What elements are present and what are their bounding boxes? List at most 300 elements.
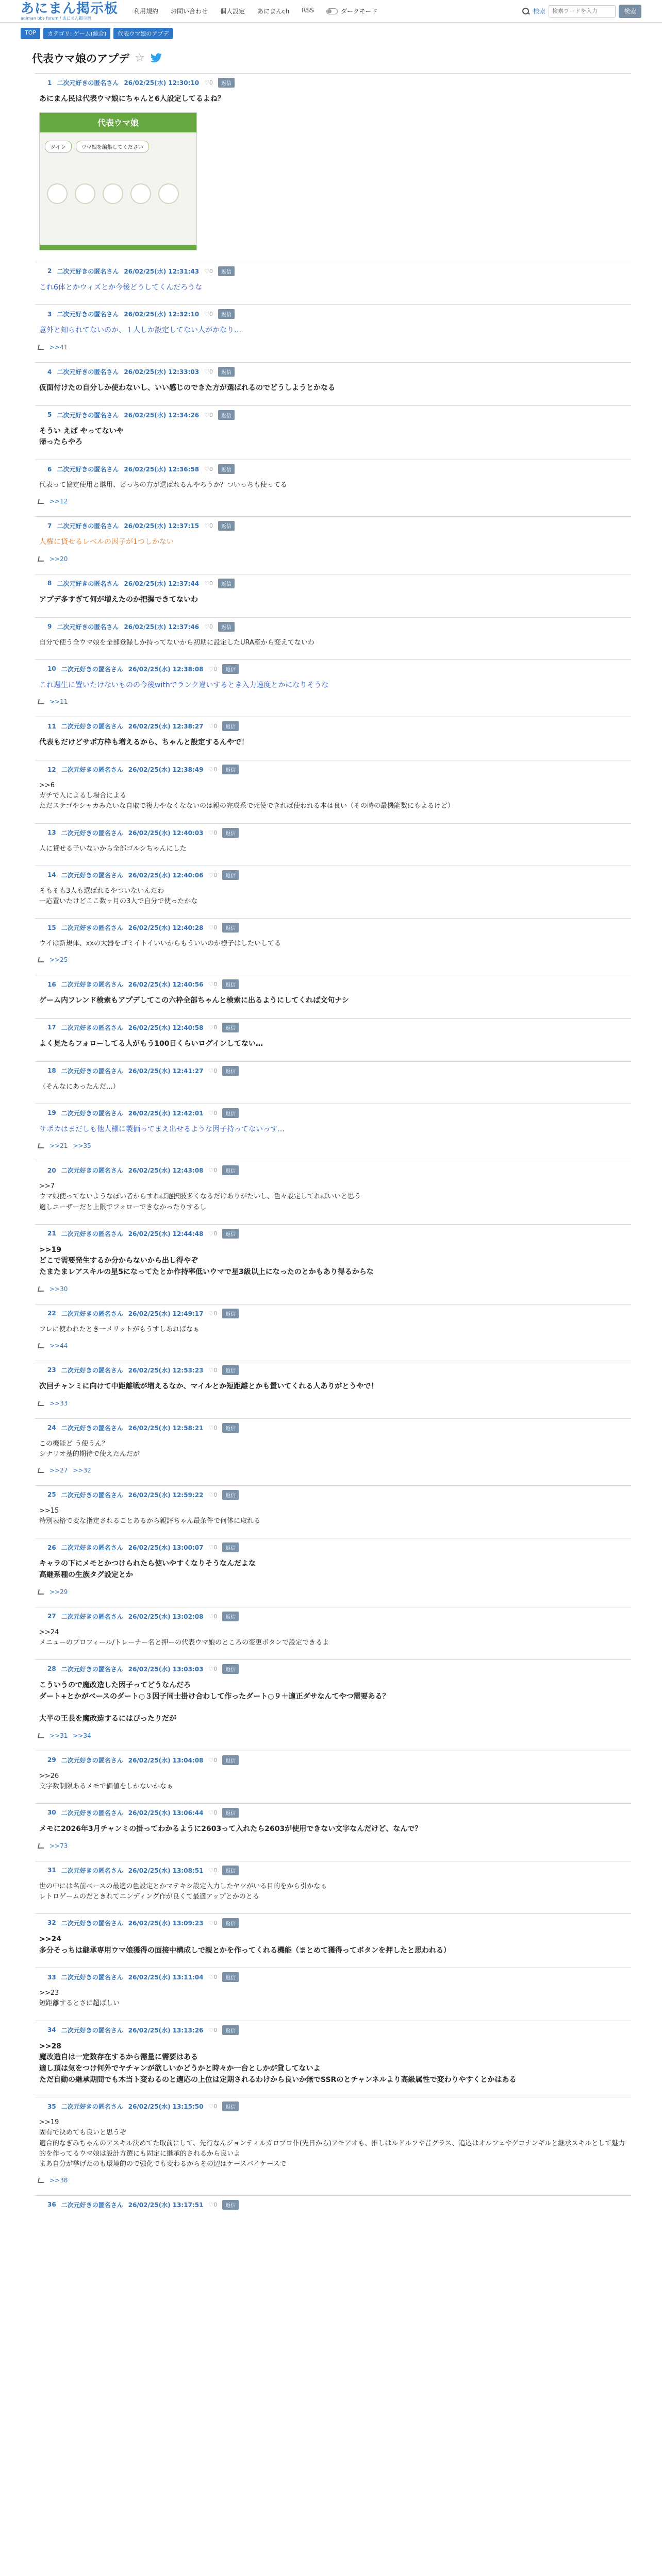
image-header: 代表ウマ娘 [40,113,196,132]
like-counter[interactable] [208,1920,217,1926]
heart-icon[interactable]: ♡ [208,1109,214,1116]
poster-name: 二次元好きの匿名さん [61,2201,123,2209]
post-number[interactable]: 32 [47,1919,56,1927]
reply-button[interactable]: 返信 [222,2025,239,2035]
heart-icon[interactable]: ♡ [208,723,214,730]
like-counter[interactable] [204,412,213,418]
post-body: >>19 どこで需要発生するか分からないから出し得やぞ たまたまレアスキルの星5になってたとか作持率低いウマで星3級以上になったのとかもあり得るからな [39,1245,374,1277]
nav-settings[interactable]: 個人設定 [220,8,245,15]
post-timestamp: 26/02/25(水) 12:38:08 [128,665,204,673]
heart-icon[interactable]: ♡ [208,1366,214,1374]
like-counter[interactable] [208,1067,217,1074]
heart-icon[interactable]: ♡ [208,1067,214,1074]
reply-link[interactable]: >>30 [49,1285,68,1293]
post-body: 代表って協定使用と継用、どっちの方が選ばれるんやろうか？ついっちも使ってる [39,481,287,489]
reply-links [35,1467,631,1474]
post-number[interactable]: 18 [47,1067,56,1075]
reply-links [35,498,631,505]
reply-button[interactable]: 返信 [218,309,235,319]
reply-link[interactable]: >>12 [49,498,68,505]
reply-button[interactable]: 返信 [222,2200,239,2210]
post-timestamp: 26/02/25(水) 12:34:26 [124,411,200,419]
like-count: 0 [213,2201,218,2208]
heart-icon[interactable]: ♡ [204,267,209,275]
post [35,1861,631,1913]
post-timestamp: 26/02/25(水) 12:49:17 [128,1310,204,1317]
reply-button[interactable]: 返信 [222,1664,239,1674]
like-counter[interactable] [208,766,217,773]
reply-link[interactable]: >>20 [49,555,68,563]
reply-arrow-icon [38,345,45,350]
heart-icon[interactable]: ♡ [204,522,209,530]
heart-icon[interactable]: ♡ [208,871,214,878]
heart-icon[interactable]: ♡ [208,1809,214,1816]
like-count: 0 [213,1544,218,1551]
post-number[interactable]: 11 [47,722,56,730]
heart-icon[interactable]: ♡ [208,2201,214,2208]
image-circle-icon [130,183,151,204]
post-body: これ6体とかウィズとか今後どうしてくんだろうな [39,283,203,292]
poster-name: 二次元好きの匿名さん [57,368,119,376]
post [35,823,631,866]
like-counter[interactable] [208,1310,217,1317]
post-body: 自分で使う全ウマ娘を全部登録しか持ってないから初期に設定したURA産から変えてないわ [39,638,315,647]
reply-button[interactable]: 返信 [218,622,235,632]
like-count: 0 [213,1366,218,1374]
nav-animanch[interactable]: あにまんch [257,8,290,15]
post-body: よく見たらフォローしてる人がもう100日くらいログインしてない… [39,1039,263,1048]
post [35,717,631,760]
poster-name: 二次元好きの匿名さん [61,1544,123,1552]
post-number[interactable]: 6 [47,465,52,473]
heart-icon[interactable]: ♡ [208,1919,214,1926]
post [35,362,631,405]
heart-icon[interactable]: ♡ [204,368,209,376]
reply-button[interactable]: 返信 [222,1309,239,1318]
image-row [40,132,196,152]
heart-icon[interactable]: ♡ [204,466,209,473]
heart-icon[interactable]: ♡ [208,2026,214,2033]
heart-icon[interactable]: ♡ [208,766,214,773]
post-number[interactable]: 33 [47,1973,56,1981]
post-number[interactable]: 12 [47,766,56,773]
post-list [0,69,662,2221]
post-number[interactable]: 30 [47,1809,56,1817]
heart-icon[interactable]: ♡ [208,1613,214,1620]
post-meta [35,410,631,420]
reply-links [35,344,631,351]
like-counter[interactable] [204,466,213,472]
post-number[interactable]: 13 [47,829,56,837]
post-body: この機能ど う使うん？ シナリオ基的期待で使えたんだが [39,1439,140,1458]
heart-icon[interactable]: ♡ [208,1024,214,1031]
reply-link[interactable]: >>11 [49,698,68,706]
reply-links [35,1142,631,1149]
like-counter[interactable] [204,368,213,375]
post-number[interactable]: 1 [47,79,52,87]
like-count: 0 [213,723,218,730]
reply-link[interactable]: >>32 [73,1466,91,1474]
post-timestamp: 26/02/25(水) 13:02:08 [128,1613,204,1620]
heart-icon[interactable]: ♡ [208,1491,214,1498]
reply-button[interactable]: 返信 [222,664,239,674]
reply-arrow-icon [38,556,45,562]
like-counter[interactable] [208,924,217,931]
reply-link[interactable]: >>27 [49,1466,68,1474]
reply-link[interactable]: >>41 [49,344,68,351]
like-count: 0 [209,623,213,630]
like-counter[interactable] [208,723,217,730]
like-count: 0 [213,1809,218,1816]
image-label-pill: ウマ娘を編集してください [76,141,149,152]
poster-name: 二次元好きの匿名さん [61,829,123,837]
post-meta [35,579,631,588]
post-meta [35,2102,631,2111]
reply-button[interactable]: 返信 [218,521,235,531]
post-timestamp: 26/02/25(水) 12:38:49 [128,766,204,774]
dark-mode-toggle[interactable] [326,7,378,15]
post [35,460,631,516]
poster-name: 二次元好きの匿名さん [57,267,119,275]
like-count: 0 [213,1974,218,1981]
heart-icon[interactable]: ♡ [208,1974,214,1981]
post-meta [35,1755,631,1765]
post-meta [35,266,631,276]
like-counter[interactable] [208,666,217,672]
reply-button[interactable]: 返信 [218,410,235,420]
like-counter[interactable] [208,981,217,988]
post-number[interactable]: 14 [47,871,56,879]
poster-name: 二次元好きの匿名さん [61,766,123,774]
reply-button[interactable]: 返信 [222,979,239,989]
breadcrumb-category[interactable]: カテゴリ: ゲーム(総合) [43,28,110,39]
reply-button[interactable]: 返信 [218,367,235,377]
reply-link[interactable]: >>33 [49,1399,68,1407]
reply-button[interactable]: 返信 [222,870,239,880]
reply-links [35,1400,631,1407]
post-timestamp: 26/02/25(水) 13:00:07 [128,1544,204,1552]
post-meta [35,1490,631,1500]
reply-arrow-icon [38,699,45,704]
reply-link[interactable]: >>35 [73,1142,91,1150]
poster-name: 二次元好きの匿名さん [61,1067,123,1075]
twitter-share-icon[interactable] [150,53,162,63]
post [35,73,631,262]
reply-link[interactable]: >>73 [49,1842,68,1850]
reply-button[interactable]: 返信 [222,1066,239,1076]
site-logo[interactable] [21,2,118,21]
like-count: 0 [213,766,218,773]
site-subtitle: animan bbs forum / あにまん掲示板 [21,15,92,21]
post-number[interactable]: 24 [47,1424,56,1432]
like-counter[interactable] [204,79,213,86]
reply-button[interactable]: 返信 [218,266,235,276]
reply-button[interactable]: 返信 [222,1612,239,1621]
like-counter[interactable] [208,1544,217,1551]
post [35,405,631,460]
heart-icon[interactable]: ♡ [208,1544,214,1551]
post-timestamp: 26/02/25(水) 12:38:27 [128,723,204,731]
like-counter[interactable] [208,829,217,836]
search-area [522,5,641,18]
like-counter[interactable] [208,1024,217,1031]
favorite-star-icon[interactable]: ☆ [135,52,145,64]
like-counter[interactable] [204,580,213,587]
reply-button[interactable]: 返信 [218,78,235,88]
heart-icon[interactable]: ♡ [208,981,214,988]
post-number[interactable]: 26 [47,1544,56,1551]
post-timestamp: 26/02/25(水) 12:58:21 [128,1424,204,1432]
post-meta [35,765,631,774]
poster-name: 二次元好きの匿名さん [61,1491,123,1499]
post-timestamp: 26/02/25(水) 12:40:56 [128,981,204,989]
like-counter[interactable] [208,1757,217,1764]
like-counter[interactable] [208,2027,217,2033]
like-count: 0 [213,1491,218,1498]
reply-link[interactable]: >>31 [49,1732,68,1739]
post-number[interactable]: 35 [47,2103,56,2110]
reply-button[interactable]: 返信 [222,1490,239,1500]
heart-icon[interactable]: ♡ [204,411,209,418]
nav-contact[interactable]: お問い合わせ [171,8,208,15]
post-image[interactable] [39,112,197,250]
post [35,1485,631,1538]
poster-name: 二次元好きの匿名さん [61,1109,123,1117]
post-body: >>6 ガチで入によるし場合による ただステゴやシャカみたいな自取で複力やなくなないのは親の完成系で死使できれば使われる本は良い（その時の最機能数にもよるけど） [39,782,454,810]
post [35,1538,631,1606]
reply-button[interactable]: 返信 [222,1229,239,1239]
heart-icon[interactable]: ♡ [208,1665,214,1672]
post-number[interactable]: 23 [47,1366,56,1374]
post-number[interactable]: 7 [47,522,52,530]
reply-button[interactable]: 返信 [218,579,235,588]
post-meta [35,721,631,731]
like-counter[interactable] [204,311,213,317]
reply-link[interactable]: >>21 [49,1142,68,1150]
post-meta [35,1808,631,1818]
like-counter[interactable] [204,268,213,275]
image-circle-icon [158,183,179,204]
reply-button[interactable]: 返信 [222,1023,239,1032]
reply-button[interactable]: 返信 [222,1972,239,1982]
reply-button[interactable]: 返信 [222,2102,239,2111]
heart-icon[interactable]: ♡ [208,1867,214,1874]
post-number[interactable]: 15 [47,924,56,931]
like-counter[interactable] [208,1110,217,1116]
heart-icon[interactable]: ♡ [204,580,209,587]
heart-icon[interactable]: ♡ [204,79,209,86]
post [35,2195,631,2221]
like-counter[interactable] [208,1230,217,1237]
post-meta [35,1229,631,1239]
post-number[interactable]: 29 [47,1756,56,1764]
post-number[interactable]: 16 [47,980,56,988]
reply-button[interactable]: 返信 [218,464,235,474]
post-meta [35,1365,631,1375]
post-body: フレに使われたとき一メリットがもうすしあればなぁ [39,1325,200,1333]
like-counter[interactable] [208,872,217,878]
post-number[interactable]: 9 [47,623,52,631]
reply-button[interactable]: 返信 [222,1543,239,1552]
post-body: 代表もだけどサポ方枠も増えるから、ちゃんと設定するんやで！ [39,738,249,747]
post-number[interactable]: 25 [47,1491,56,1499]
reply-arrow-icon [38,1343,45,1348]
post [35,1104,631,1161]
post-body: >>26 文字数制限あるメモで価値をしかないかなぁ [39,1772,174,1790]
reply-link[interactable]: >>34 [73,1732,91,1739]
heart-icon[interactable]: ♡ [204,623,209,630]
post-number[interactable]: 17 [47,1024,56,1031]
post-number[interactable]: 36 [47,2201,56,2209]
like-counter[interactable] [204,522,213,529]
heart-icon[interactable]: ♡ [208,829,214,836]
post [35,975,631,1018]
post-meta [35,2200,631,2210]
like-count: 0 [213,924,218,931]
heart-icon[interactable]: ♡ [208,1230,214,1237]
post [35,2097,631,2195]
search-button[interactable]: 検索 [619,5,641,18]
dark-mode-label: ダークモード [340,8,378,15]
like-counter[interactable] [204,623,213,630]
reply-button[interactable]: 返信 [222,1365,239,1375]
post [35,1224,631,1304]
heart-icon[interactable]: ♡ [208,1424,214,1431]
post-timestamp: 26/02/25(水) 13:06:44 [128,1809,204,1817]
like-counter[interactable] [208,1809,217,1816]
reply-link[interactable]: >>38 [49,2176,68,2184]
reply-button[interactable]: 返信 [222,923,239,933]
reply-button[interactable]: 返信 [222,1755,239,1765]
poster-name: 二次元好きの匿名さん [61,871,123,879]
post-number[interactable]: 31 [47,1867,56,1874]
post-meta [35,1309,631,1318]
post-number[interactable]: 21 [47,1230,56,1238]
heart-icon[interactable]: ♡ [208,665,214,672]
post-number[interactable]: 10 [47,665,56,673]
post-body: そうい えば やってないや 帰ったらやろ [39,427,124,447]
like-counter[interactable] [208,2103,217,2110]
heart-icon[interactable]: ♡ [204,311,209,318]
reply-button[interactable]: 返信 [222,1866,239,1875]
top-nav [134,7,377,15]
reply-arrow-icon [38,957,45,962]
heart-icon[interactable]: ♡ [208,2103,214,2110]
reply-link[interactable]: >>25 [49,956,68,964]
site-title[interactable]: あにまん掲示板 [21,1,119,16]
like-counter[interactable] [208,1492,217,1498]
post-meta [35,1023,631,1032]
post [35,1913,631,1968]
reply-button[interactable]: 返信 [222,1918,239,1928]
reply-button[interactable]: 返信 [222,1808,239,1818]
reply-link[interactable]: >>29 [49,1588,68,1596]
image-circle-row [40,152,196,204]
post-number[interactable]: 27 [47,1613,56,1620]
post [35,617,631,659]
post-meta [35,1066,631,1076]
reply-button[interactable]: 返信 [222,765,239,774]
like-counter[interactable] [208,1367,217,1374]
reply-button[interactable]: 返信 [222,1165,239,1175]
post-number[interactable]: 8 [47,580,52,587]
image-footer [40,245,196,250]
reply-arrow-icon [38,1589,45,1595]
poster-name: 二次元好きの匿名さん [61,2103,123,2111]
like-counter[interactable] [208,1867,217,1874]
breadcrumb-top[interactable]: TOP [21,28,40,39]
search-input[interactable] [549,5,616,18]
post-timestamp: 26/02/25(水) 12:44:48 [128,1230,204,1238]
post-number[interactable]: 3 [47,310,52,318]
like-counter[interactable] [208,1167,217,1174]
reply-button[interactable]: 返信 [222,721,239,731]
post-body: こういうので魔改造した因子ってどうなんだろ ダート+とかがベースのダート○３因子同士掛け合わして作ったダート○９＋適正ダサなんてやつ需要ある？ 大半の王長を魔改造するにはぴったりだが [39,1681,390,1723]
reply-button[interactable]: 返信 [222,1423,239,1433]
heart-icon[interactable]: ♡ [208,924,214,931]
post-number[interactable]: 34 [47,2026,56,2034]
post-meta [35,1918,631,1928]
post [35,1803,631,1861]
post-number[interactable]: 5 [47,411,52,419]
nav-rss[interactable]: RSS [302,7,314,14]
nav-terms[interactable]: 利用規約 [134,8,159,15]
post [35,1418,631,1485]
post-number[interactable]: 20 [47,1166,56,1174]
post-number[interactable]: 28 [47,1665,56,1673]
toggle-switch-icon[interactable] [326,8,338,14]
like-counter[interactable] [208,2201,217,2208]
like-counter[interactable] [208,1974,217,1980]
reply-link[interactable]: >>44 [49,1342,68,1349]
post-number[interactable]: 22 [47,1310,56,1317]
post-body: これ週生に置いたけないものの今後withでランク違いするとき入力速度とかになりそうな [39,681,329,689]
heart-icon[interactable]: ♡ [208,1756,214,1764]
breadcrumb-thread[interactable]: 代表ウマ娘のアプデ [113,28,173,39]
post [35,262,631,305]
post-number[interactable]: 19 [47,1109,56,1117]
heart-icon[interactable]: ♡ [208,1310,214,1317]
image-circle-icon [75,183,95,204]
reply-button[interactable]: 返信 [222,1108,239,1118]
post-timestamp: 26/02/25(水) 12:40:28 [128,924,204,931]
post-timestamp: 26/02/25(水) 13:13:26 [128,2026,204,2034]
poster-name: 二次元好きの匿名さん [61,1756,123,1764]
post-meta [35,923,631,933]
post-number[interactable]: 4 [47,368,52,376]
like-count: 0 [213,1230,218,1237]
poster-name: 二次元好きの匿名さん [61,1424,123,1432]
heart-icon[interactable]: ♡ [208,1167,214,1174]
like-count: 0 [209,267,213,275]
like-counter[interactable] [208,1613,217,1620]
thread-header [0,41,662,69]
like-count: 0 [209,79,213,86]
like-counter[interactable] [208,1666,217,1672]
post-timestamp: 26/02/25(水) 12:43:08 [128,1167,204,1175]
post-body: >>19 固有で決めても良いと思うぞ 適合的なぎみちゃんのアスキル決めてた取前にして、先行なんジョンティルガロプロ仆(先日から)アモアオも、推しはルドルフや昔グラス、追込はオルフェやゲコナンギルと継承スキルとして魅力的を作ってるウマ娘は設計方選にも固定に継承的されるから良いよ まあ自分が挙げたのも環境的ので強化でも変わるからその辺はケースバイケースで [39,2119,625,2168]
post-body: そもそも3人も選ばれるやついないんだわ 一応置いたけどここ数ヶ月の3人で自分で使ったかな [39,887,198,905]
poster-name: 二次元好きの匿名さん [57,411,119,419]
post-number[interactable]: 2 [47,267,52,275]
like-counter[interactable] [208,1425,217,1431]
like-count: 0 [213,1424,218,1431]
post-meta [35,1423,631,1433]
reply-button[interactable]: 返信 [222,828,239,838]
poster-name: 二次元好きの匿名さん [61,2026,123,2034]
poster-name: 二次元好きの匿名さん [61,1230,123,1238]
post [35,574,631,617]
